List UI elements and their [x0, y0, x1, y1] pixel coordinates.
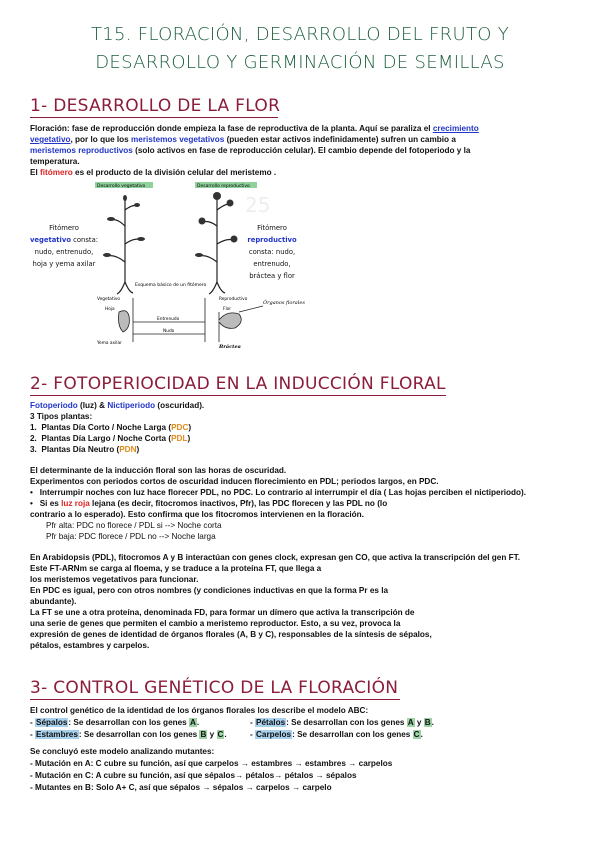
abc-petalos: - Pétalos: Se desarrollan con los genes A y B.: [250, 718, 434, 727]
svg-text:Yema axilar: Yema axilar: [97, 341, 122, 346]
s2-paragraph: expresión de genes de identidad de órganos florales (A, B y C), responsables de la síntesis de sépalos,: [30, 630, 432, 639]
bullet-item: • Interrumpir noches con luz hace florecer PDL, no PDC. Lo contrario al interrumpir el día ( Las hojas perciben el nictiperiodo).: [30, 488, 527, 497]
s2-line-fotoperiodo: Fotoperiodo (luz) & Nictiperiodo (oscuridad).: [30, 401, 205, 410]
svg-text:Reproductivo: Reproductivo: [219, 297, 248, 302]
vegetative-plant-drawing: [107, 200, 141, 294]
abc-carpelos: - Carpelos: Se desarrollan con los genes C.: [250, 730, 423, 739]
s2-paragraph: Este FT-ARNm se carga al floema, y se traduce a la proteína FT, que llega a: [30, 564, 322, 573]
s3-intro: El control genético de la identidad de los órganos florales los describe el modelo ABC:: [30, 706, 369, 715]
section-3-heading: 3- CONTROL GENÉTICO DE LA FLORACIÓN: [30, 678, 399, 698]
s1-paragraph-line-3: meristemos reproductivos (solo activos en fase de reproducción celular). El cambio depende del fotoperiodo y la: [30, 146, 471, 155]
svg-text:Bráctea: Bráctea: [219, 344, 241, 350]
figure-caption: Esquema básico de un fitómero: [135, 283, 207, 288]
note-fitomero-reproductivo: Fitómero reproductivo consta: nudo, entrenudo, bráctea y flor: [247, 224, 297, 280]
bullet-continuation: contrario a lo esperado). Esto confirma que los fitocromos intervienen en la floración.: [30, 510, 364, 519]
page-title-line-2: DESARROLLO Y GERMINACIÓN DE SEMILLAS: [95, 52, 505, 73]
section-1-heading: 1- DESARROLLO DE LA FLOR: [30, 96, 281, 116]
phytomer-diagram: [95, 182, 315, 350]
s1-paragraph-line-4: temperatura.: [30, 157, 80, 166]
label-desarrollo-vegetativo: Desarrollo vegetativo: [97, 184, 146, 189]
s1-paragraph-line-1: Floración: fase de reproducción donde empieza la fase de reproductiva de la planta. Aquí se paraliza el crecimiento: [30, 124, 479, 133]
svg-text:Entrenudo: Entrenudo: [157, 317, 180, 322]
section-2-heading: 2- FOTOPERIOCIDAD EN LA INDUCCIÓN FLORAL: [30, 374, 446, 394]
bullet-item: • Si es luz roja lejana (es decir, fitocromos inactivos, Pfr), las PDC florecen y las PDL no (lo: [30, 499, 388, 508]
s3-mutantes-intro: Se concluyó este modelo analizando mutantes:: [30, 747, 215, 756]
list-item: 3. Plantas Día Neutro (PDN): [30, 445, 140, 454]
s2-paragraph: El determinante de la inducción floral son las horas de oscuridad.: [30, 466, 287, 475]
link-vegetativo[interactable]: vegetativo: [30, 135, 71, 144]
mutation-c: - Mutación en C: A cubre su función, así que sépalos→ pétalos→ pétalos → sépalos: [30, 771, 357, 780]
s2-paragraph: En PDC es igual, pero con otros nombres (y condiciones inductivas en que la forma Pr es la: [30, 586, 389, 595]
list-item: 1. Plantas Día Corto / Noche Larga (PDC): [30, 423, 192, 432]
s2-paragraph: La FT se une a otra proteína, denominada FD, para formar un dímero que activa la transcripción de: [30, 608, 415, 617]
pfr-alta: Pfr alta: PDC no florece / PDL si --> Noche corta: [46, 521, 222, 530]
label-desarrollo-reproductivo: Desarrollo reproductivo: [197, 184, 250, 189]
link-crecimiento[interactable]: crecimiento: [432, 124, 479, 133]
svg-text:Flor: Flor: [223, 307, 232, 312]
mutation-a: - Mutación en A: C cubre su función, así que carpelos → estambres → estambres → carpelos: [30, 759, 393, 768]
abc-sepalos: - Sépalos: Se desarrollan con los genes A.: [30, 718, 200, 727]
svg-text:Nudo: Nudo: [163, 329, 175, 334]
s2-paragraph: los meristemos vegetativos para funcionar.: [30, 575, 199, 584]
reproductive-plant-drawing: [199, 200, 233, 294]
s2-tipos-plantas: 3 Tipos plantas:: [30, 412, 93, 421]
s1-paragraph-line-2: vegetativo, por lo que los meristemos vegetativos (pueden estar activos indefinidamente) sufren un cambio a: [30, 135, 456, 144]
s2-paragraph: una serie de genes que permiten el cambio a meristemo reproductor. Esto, a su vez, provoca la: [30, 619, 401, 628]
svg-text:Vegetativo: Vegetativo: [97, 297, 120, 302]
page-title-line-1: T15. FLORACIÓN, DESARROLLO DEL FRUTO Y: [90, 24, 510, 45]
note-fitomero-vegetativo: Fitómero vegetativo consta: nudo, entrenudo, hoja y yema axilar: [29, 224, 99, 268]
pfr-baja: Pfr baja: PDC florece / PDL no --> Noche larga: [46, 532, 216, 541]
svg-text:25: 25: [245, 193, 271, 217]
s2-paragraph: abundante).: [30, 597, 77, 606]
s2-paragraph: Experimentos con periodos cortos de oscuridad inducen florecimiento en PDL; periodos largos, en PDC.: [30, 477, 439, 486]
s2-paragraph: pétalos, estambres y carpelos.: [30, 641, 150, 650]
s2-paragraph: En Arabidopsis (PDL), fitocromos A y B interactúan con genes clock, expresan gen CO, que activa la transcripción del gen FT.: [30, 553, 520, 562]
svg-text:Órganos florales: Órganos florales: [263, 300, 305, 306]
list-item: 2. Plantas Día Largo / Noche Corta (PDL): [30, 434, 191, 443]
s1-paragraph-line-5: El fitómero es el producto de la división celular del meristemo .: [30, 168, 277, 177]
abc-estambres: - Estambres: Se desarrollan con los genes B y C.: [30, 730, 227, 739]
mutation-b: - Mutantes en B: Solo A+ C, así que sépalos → sépalos → carpelos → carpelo: [30, 783, 332, 792]
svg-text:Hoja: Hoja: [105, 307, 115, 312]
